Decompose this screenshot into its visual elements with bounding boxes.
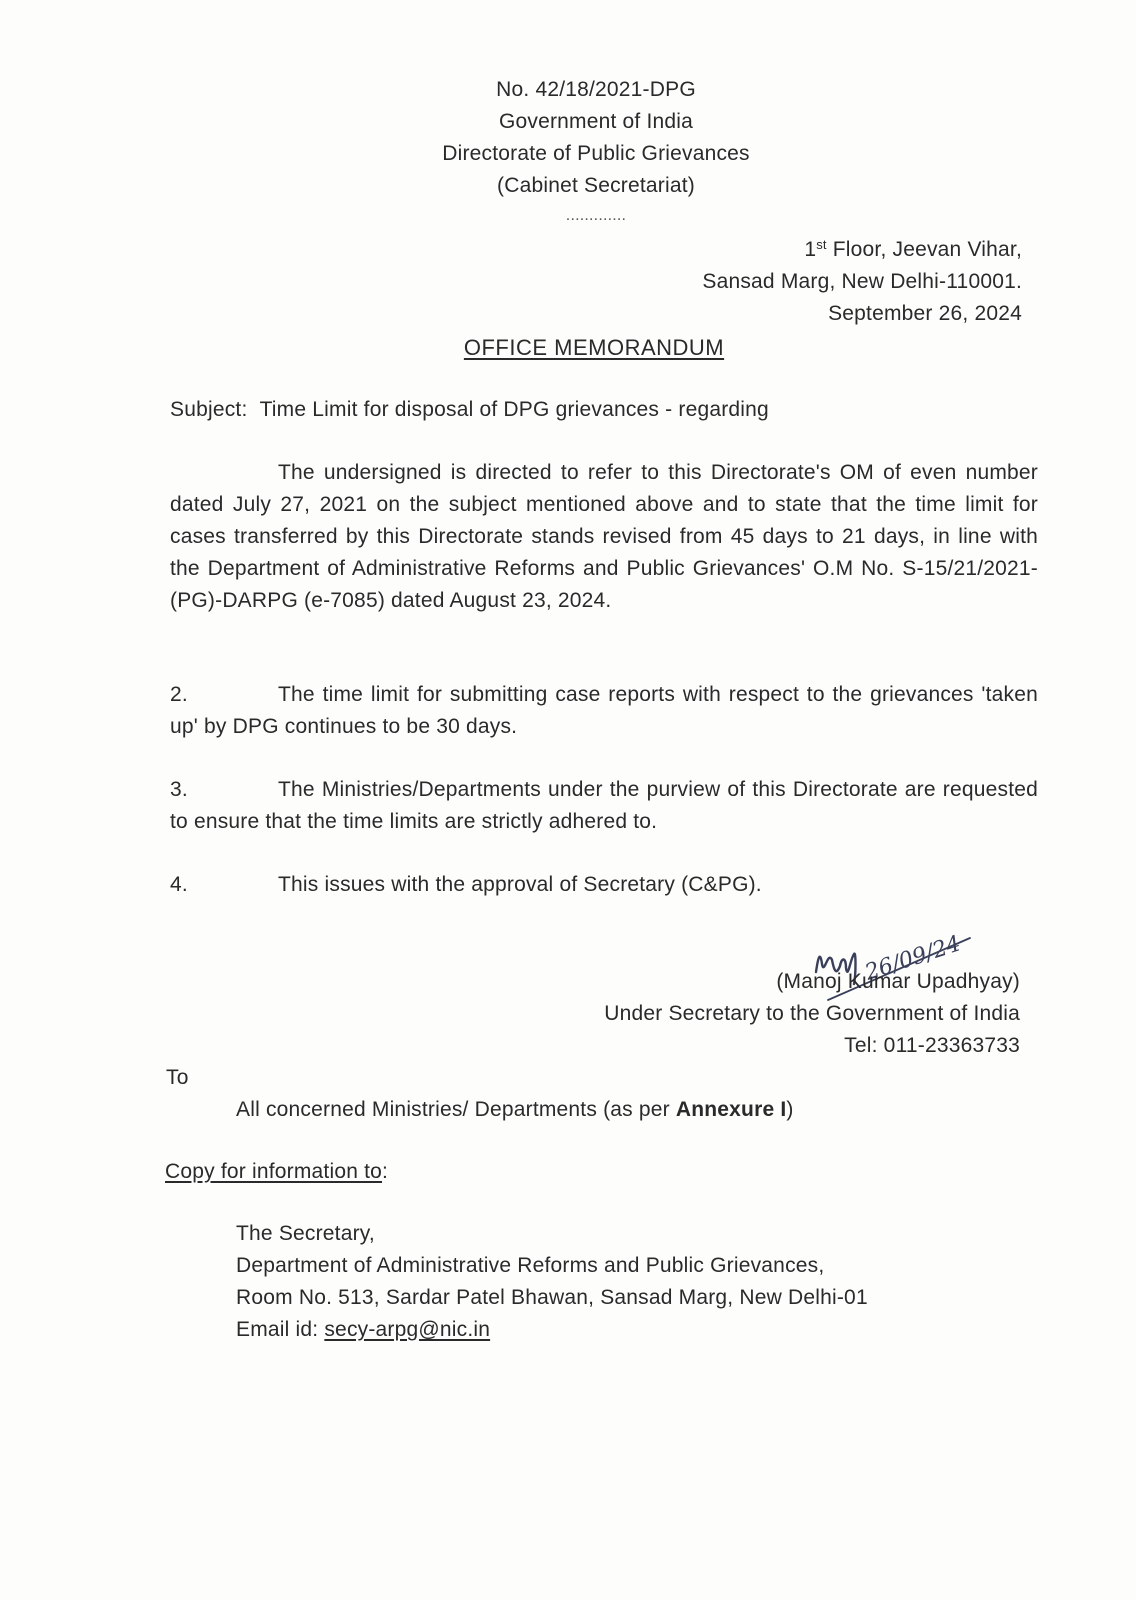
to-label: To [166, 1066, 189, 1089]
separator-dots: ............. [565, 207, 627, 224]
memo-date: September 26, 2024 [828, 302, 1022, 325]
subject-text: Time Limit for disposal of DPG grievances - regarding [259, 398, 769, 421]
directorate-name: Directorate of Public Grievances [442, 142, 750, 165]
signatory-designation: Under Secretary to the Government of India [604, 1002, 1020, 1025]
copy-label: Copy for information to: [165, 1160, 389, 1183]
secretariat-name: (Cabinet Secretariat) [497, 174, 695, 197]
file-number: No. 42/18/2021-DPG [496, 78, 696, 101]
signatory-tel: Tel: 011-23363733 [844, 1034, 1020, 1057]
address-line-2: Sansad Marg, New Delhi-110001. [702, 270, 1022, 293]
memo-title: OFFICE MEMORANDUM [463, 335, 725, 360]
paragraph-1: The undersigned is directed to refer to this Directorate's OM of even number dated July 27, 2021 on the subject mentioned above and to state that the time limit for cases transferred by this Directorate stands revised from 45 days to 21 days, in line with the Department of Administrative Reforms and Public Grievances' O.M No. S-15/21/2021-(PG)-DARPG (e-7085) dated August 23, 2024. [170, 461, 1038, 612]
subject-line [170, 394, 769, 426]
copy-line-1: The Secretary, [236, 1222, 375, 1245]
copy-line-2: Department of Administrative Reforms and Public Grievances, [236, 1254, 825, 1277]
signatory-name: (Manoj Kumar Upadhyay) [776, 970, 1020, 993]
paragraph-4: 4. This issues with the approval of Secretary (C&PG). [170, 873, 762, 896]
recipients: All concerned Ministries/ Departments (as per Annexure I) [236, 1098, 794, 1121]
email-link[interactable]: secy-arpg@nic.in [324, 1318, 491, 1341]
subject-label: Subject: [170, 398, 248, 421]
govt-name: Government of India [498, 110, 694, 133]
address-line-1: 1st Floor, Jeevan Vihar, [804, 237, 1022, 261]
copy-email-line: Email id: secy-arpg@nic.in [236, 1318, 491, 1341]
signature-date: 26/09/24 [862, 931, 964, 986]
annexure-ref: Annexure I [675, 1098, 787, 1121]
paragraph-2: 2. The time limit for submitting case reports with respect to the grievances 'taken up' by DPG continues to be 30 days. [170, 683, 1038, 738]
paragraph-3: 3. The Ministries/Departments under the purview of this Directorate are requested to ensure that the time limits are strictly adhered to. [170, 778, 1038, 833]
copy-line-3: Room No. 513, Sardar Patel Bhawan, Sansad Marg, New Delhi-01 [236, 1286, 868, 1309]
